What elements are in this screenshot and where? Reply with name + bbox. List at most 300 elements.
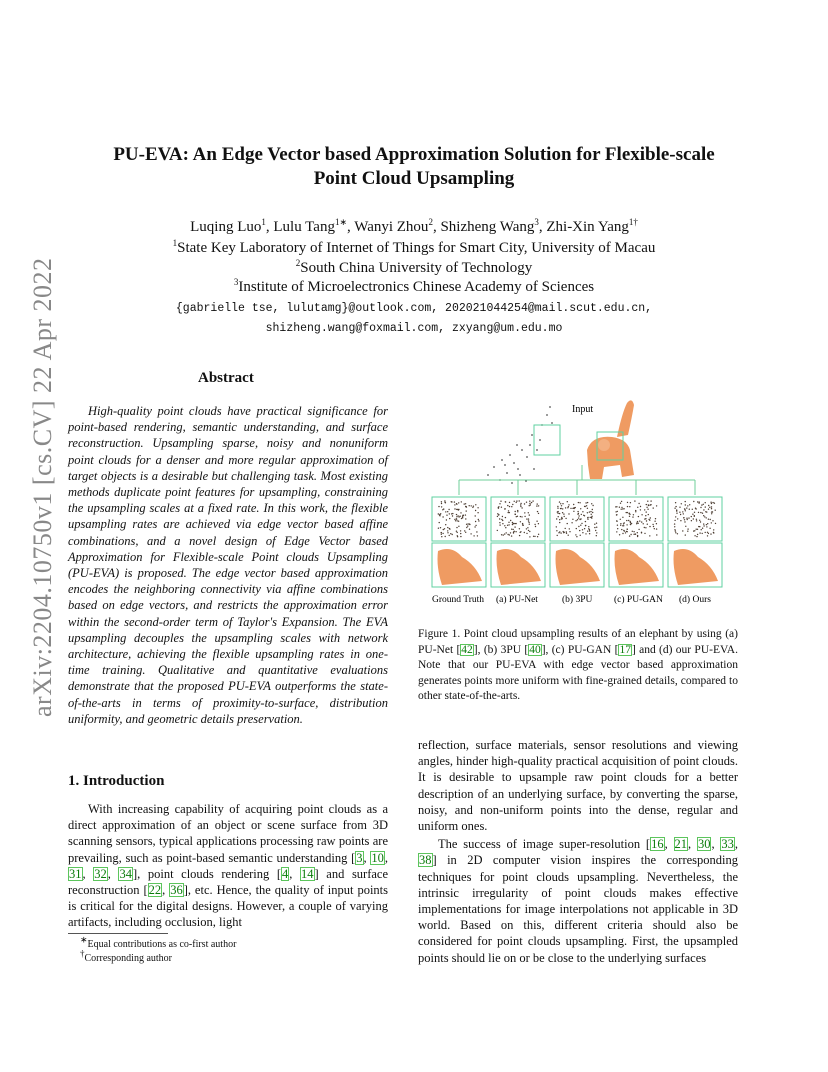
point — [524, 516, 525, 517]
point — [563, 513, 564, 514]
point — [714, 503, 715, 504]
point — [505, 527, 506, 528]
citation-link[interactable]: 31 — [69, 866, 82, 881]
point — [649, 535, 650, 536]
point — [656, 505, 657, 506]
point — [565, 507, 566, 508]
point — [477, 507, 478, 508]
point — [629, 513, 630, 514]
point — [699, 520, 700, 521]
point — [564, 516, 565, 517]
point — [638, 529, 639, 530]
point — [520, 504, 521, 505]
point — [705, 506, 706, 507]
point — [445, 536, 446, 537]
point — [680, 514, 681, 515]
point-cloud-tile — [550, 497, 604, 541]
point — [696, 529, 697, 530]
point — [499, 522, 500, 523]
point — [528, 520, 529, 521]
point — [522, 524, 523, 525]
citation-link[interactable]: 3 — [356, 850, 363, 865]
point — [565, 518, 566, 519]
point — [447, 511, 448, 512]
point — [683, 513, 684, 514]
point — [576, 536, 577, 537]
point — [508, 524, 509, 525]
point — [526, 518, 527, 519]
point — [630, 534, 631, 535]
point — [558, 516, 559, 517]
point — [519, 500, 520, 501]
point — [632, 531, 633, 532]
point — [444, 500, 445, 501]
point — [441, 536, 442, 537]
point — [646, 507, 647, 508]
point — [561, 505, 562, 506]
point — [633, 534, 634, 535]
point — [700, 521, 701, 522]
point — [596, 527, 597, 528]
point — [649, 526, 650, 527]
point — [630, 521, 631, 522]
point — [594, 524, 595, 525]
point — [444, 502, 445, 503]
point — [701, 504, 702, 505]
point — [712, 520, 713, 521]
point — [572, 519, 573, 520]
point — [708, 533, 709, 534]
point — [646, 511, 647, 512]
point — [675, 506, 676, 507]
point — [621, 501, 622, 502]
point — [702, 533, 703, 534]
right-paragraph-1: reflection, surface materials, sensor resolutions and viewing angles, hinder high-quality practical acquisition of point clouds. It is desirable to upsample raw point clouds for a better description of an underlying surface, by converting the sparse, noisy, and non-uniform points into the dense, regular and uniform ones. — [418, 738, 738, 834]
point — [529, 536, 530, 537]
point — [461, 501, 462, 502]
citation-link[interactable]: 33 — [721, 837, 734, 852]
citation-link[interactable]: 4 — [282, 866, 289, 881]
point — [510, 520, 511, 521]
point — [699, 532, 700, 533]
point — [639, 520, 640, 521]
point — [454, 508, 455, 509]
emails-line-2: shizheng.wang@foxmail.com, zxyang@um.edu.mo — [265, 322, 563, 335]
point — [464, 530, 465, 531]
point — [443, 529, 444, 530]
point — [596, 523, 597, 524]
point — [524, 512, 525, 513]
point — [587, 512, 588, 513]
point — [585, 525, 586, 526]
point — [497, 530, 498, 531]
point — [452, 515, 453, 516]
point — [623, 508, 624, 509]
point — [711, 508, 712, 509]
point — [462, 517, 463, 518]
point — [620, 519, 621, 520]
point — [629, 516, 630, 517]
point — [475, 510, 476, 511]
point — [674, 529, 675, 530]
figure-1 — [422, 395, 742, 610]
point — [467, 523, 468, 524]
point — [456, 503, 457, 504]
point — [514, 514, 515, 515]
point — [475, 525, 476, 526]
point — [623, 530, 624, 531]
point — [585, 502, 586, 503]
point — [692, 514, 693, 515]
point — [703, 523, 704, 524]
point — [559, 519, 560, 520]
point — [580, 525, 581, 526]
point — [691, 516, 692, 517]
point — [707, 535, 708, 536]
citation-link[interactable]: 42 — [461, 643, 473, 656]
point — [637, 507, 638, 508]
point — [685, 526, 686, 527]
point — [568, 504, 569, 505]
point — [562, 512, 563, 513]
point — [450, 533, 451, 534]
point — [584, 528, 585, 529]
point — [693, 518, 694, 519]
point — [703, 515, 704, 516]
point — [675, 502, 676, 503]
point — [519, 528, 520, 529]
point — [559, 522, 560, 523]
point — [696, 536, 697, 537]
point — [646, 520, 647, 521]
point — [641, 532, 642, 533]
point — [617, 511, 618, 512]
point — [715, 510, 716, 511]
point — [646, 504, 647, 505]
point — [499, 524, 500, 525]
point — [649, 520, 650, 521]
point — [529, 503, 530, 504]
point — [444, 528, 445, 529]
point — [573, 511, 574, 512]
right-paragraph-2: The success of image super-resolution [16, 21, 30, 33, 38] in 2D computer vision inspires the corresponding techniques for point clouds upsampling. Nevertheless, the intrinsic irregularity of point clouds makes effective implementations for image interpolations not applicable in 3D world. Based on this, different criteria should also be considered for point clouds upsampling. First, the upsampled points should lie on or be close to the underlying surfaces — [418, 837, 739, 965]
point — [629, 506, 630, 507]
point — [509, 534, 510, 535]
point — [516, 500, 517, 501]
point — [460, 512, 461, 513]
point — [634, 500, 635, 501]
point — [578, 502, 579, 503]
point — [497, 513, 498, 514]
point — [452, 513, 453, 514]
point — [656, 528, 657, 529]
point — [475, 515, 476, 516]
point — [685, 534, 686, 535]
point — [591, 514, 592, 515]
point — [504, 525, 505, 526]
point — [645, 527, 646, 528]
point — [694, 512, 695, 513]
right-column-text — [418, 737, 738, 966]
point — [466, 527, 467, 528]
point — [538, 523, 539, 524]
point — [536, 521, 537, 522]
point — [582, 529, 583, 530]
point — [679, 507, 680, 508]
point — [528, 512, 529, 513]
point — [596, 535, 597, 536]
point — [558, 532, 559, 533]
point — [509, 502, 510, 503]
point — [500, 501, 501, 502]
point — [589, 533, 590, 534]
point — [469, 505, 470, 506]
point — [529, 524, 530, 525]
point — [635, 533, 636, 534]
comparison-tree — [459, 465, 695, 495]
point — [676, 510, 677, 511]
point — [512, 504, 513, 505]
point — [638, 503, 639, 504]
point — [684, 521, 685, 522]
point — [460, 536, 461, 537]
point — [615, 511, 616, 512]
point — [528, 518, 529, 519]
point — [570, 508, 571, 509]
point — [441, 506, 442, 507]
citation-link[interactable]: 36 — [170, 883, 183, 898]
point — [591, 517, 592, 518]
point — [585, 533, 586, 534]
point — [656, 523, 657, 524]
point — [442, 533, 443, 534]
point — [641, 514, 642, 515]
point — [451, 513, 452, 514]
point — [706, 524, 707, 525]
point — [526, 533, 527, 534]
point — [698, 512, 699, 513]
point — [620, 523, 621, 524]
point — [465, 514, 466, 515]
point — [469, 529, 470, 530]
label-3pu: (b) 3PU — [562, 595, 593, 605]
point — [710, 519, 711, 520]
citation-link[interactable]: 34 — [119, 866, 132, 881]
point — [580, 535, 581, 536]
citation-link[interactable]: 16 — [651, 837, 664, 852]
point — [573, 507, 574, 508]
point — [687, 519, 688, 520]
point — [521, 516, 522, 517]
point — [584, 515, 585, 516]
point — [519, 535, 520, 536]
point — [513, 532, 514, 533]
point — [653, 526, 654, 527]
footnote-corresponding-author: †Corresponding author — [80, 948, 172, 964]
point — [556, 530, 557, 531]
point — [617, 525, 618, 526]
point — [584, 506, 585, 507]
point — [466, 510, 467, 511]
point — [461, 518, 462, 519]
point — [520, 521, 521, 522]
point — [515, 523, 516, 524]
point — [587, 519, 588, 520]
point — [457, 515, 458, 516]
point — [619, 507, 620, 508]
point — [706, 517, 707, 518]
point — [645, 515, 646, 516]
point — [577, 511, 578, 512]
point — [571, 522, 572, 523]
point — [700, 512, 701, 513]
point — [703, 504, 704, 505]
point — [505, 517, 506, 518]
point — [569, 531, 570, 532]
point — [637, 521, 638, 522]
point — [456, 527, 457, 528]
citation-link[interactable]: 22 — [148, 883, 162, 898]
point — [458, 502, 459, 503]
author-name: Lulu Tang — [273, 219, 335, 235]
footnote-equal-contribution: ∗Equal contributions as co-first author — [80, 934, 237, 950]
point — [557, 506, 558, 507]
point — [680, 520, 681, 521]
point — [458, 516, 459, 517]
point — [635, 510, 636, 511]
point — [705, 532, 706, 533]
point — [502, 520, 503, 521]
point — [563, 531, 564, 532]
point — [637, 532, 638, 533]
point — [530, 504, 531, 505]
point — [514, 526, 515, 527]
point — [579, 502, 580, 503]
point — [566, 531, 567, 532]
point — [592, 505, 593, 506]
point — [713, 532, 714, 533]
point — [569, 528, 570, 529]
point — [703, 509, 704, 510]
point — [509, 506, 510, 507]
point — [471, 505, 472, 506]
citation-link[interactable]: 40 — [529, 643, 541, 656]
point — [676, 513, 677, 514]
point — [465, 503, 466, 504]
point — [627, 529, 628, 530]
point — [694, 515, 695, 516]
point — [517, 510, 518, 511]
point — [499, 503, 500, 504]
point — [711, 513, 712, 514]
point — [503, 534, 504, 535]
point — [684, 519, 685, 520]
citation-link[interactable]: 10 — [371, 850, 384, 865]
abstract-text: High-quality point clouds have practical significance for point-based rendering, semantic understanding, and surface reconstruction. Upsampling sparse, noisy and nonuniform point clouds for a denser and more regular approximation of target objects is a desirable but challenging task. Most existing methods duplicate point features for upsampling, constraining the upsampling scales at a fixed rate. In this work, the flexible upsampling rates are achieved via edge vector based affine combinations, and a novel design of Edge Vector based Approximation for Flexible-scale Point clouds Upsampling (PU-EVA) is proposed. The edge vector based approximation encodes the neighboring connectivity via affine combinations based on edge vectors, and restricts the approximation error within the second-order term of Taylor's Expansion. The EVA upsampling decouples the upsampling scales with network architecture, achieving the flexible upsampling rates in one-time training. Qualitative and quantitative evaluations demonstrate that the proposed PU-EVA outperforms the state-of-the-arts in terms of proximity-to-surface, distribution uniformity, and geometric details preservation. — [68, 404, 388, 726]
point — [638, 523, 639, 524]
affiliation-2: $^2$South China University of Technology — [295, 258, 533, 276]
point — [684, 508, 685, 509]
point — [576, 528, 577, 529]
point — [517, 511, 518, 512]
point — [516, 516, 517, 517]
point — [458, 521, 459, 522]
point — [443, 508, 444, 509]
citation-link[interactable]: 14 — [301, 866, 314, 881]
point — [568, 506, 569, 507]
label-pu-net: (a) PU-Net — [496, 595, 538, 605]
citation-link[interactable]: 30 — [697, 837, 711, 852]
point — [616, 520, 617, 521]
point — [691, 520, 692, 521]
point — [640, 509, 641, 510]
point — [704, 516, 705, 517]
point — [644, 533, 645, 534]
point — [504, 533, 505, 534]
citation-link[interactable]: 38 — [419, 853, 432, 868]
point — [447, 530, 448, 531]
point — [632, 516, 633, 517]
point — [511, 535, 512, 536]
citation-link[interactable]: 21 — [674, 837, 688, 852]
input-point-cloud — [487, 406, 553, 484]
point — [573, 504, 574, 505]
point — [580, 508, 581, 509]
point — [513, 529, 514, 530]
point — [644, 527, 645, 528]
point — [708, 509, 709, 510]
input-zoom-box — [534, 425, 560, 455]
point — [627, 506, 628, 507]
point — [510, 532, 511, 533]
point — [442, 516, 443, 517]
point — [650, 504, 651, 505]
point — [560, 503, 561, 504]
point — [470, 533, 471, 534]
point — [537, 511, 538, 512]
point — [456, 531, 457, 532]
affiliation-3: $^3$Institute of Microelectronics Chinese Academy of Sciences — [233, 277, 595, 295]
point — [638, 516, 639, 517]
figure-1-graphic — [422, 395, 742, 610]
point — [674, 508, 675, 509]
point — [478, 519, 479, 520]
point — [508, 512, 509, 513]
point — [445, 511, 446, 512]
arxiv-identifier: arXiv:2204.10750v1 [cs.CV] 22 Apr 2022 — [28, 257, 57, 717]
point — [616, 531, 617, 532]
citation-link[interactable]: 17 — [619, 643, 631, 656]
point — [580, 518, 581, 519]
point — [706, 526, 707, 527]
abstract-heading: Abstract — [198, 370, 254, 386]
point — [514, 501, 515, 502]
point — [441, 532, 442, 533]
citation-link[interactable]: 32 — [94, 866, 107, 881]
paper-title-line-1: PU-EVA: An Edge Vector based Approximation Solution for Flexible-scale — [113, 144, 715, 165]
point — [635, 511, 636, 512]
point — [535, 526, 536, 527]
point — [556, 526, 557, 527]
point — [507, 534, 508, 535]
point — [621, 507, 622, 508]
paper-title-line-2: Point Cloud Upsampling — [313, 168, 515, 189]
point — [626, 524, 627, 525]
point — [674, 526, 675, 527]
point — [587, 531, 588, 532]
point — [578, 515, 579, 516]
point — [498, 514, 499, 515]
